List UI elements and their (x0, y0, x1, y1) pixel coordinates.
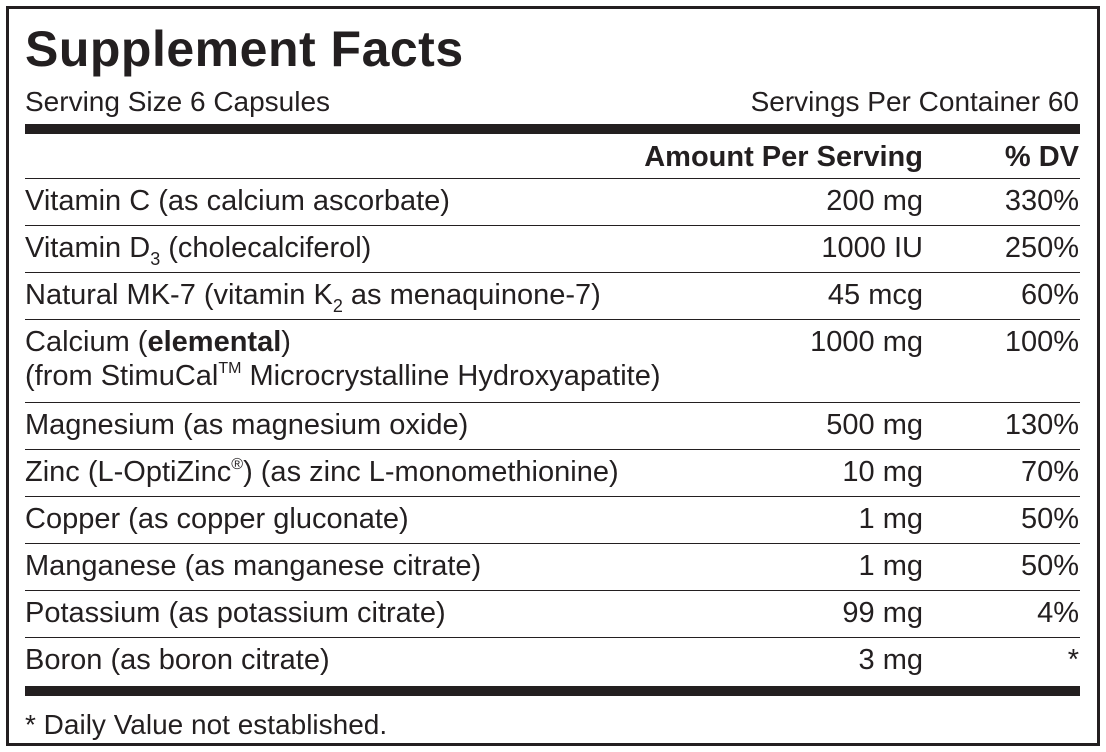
nutrient-row-zinc (9, 450, 1097, 496)
nutrient-dv: 100% (1004, 326, 1079, 358)
nutrient-name: Potassium (as potassium citrate) (25, 597, 446, 629)
panel-title: Supplement Facts (25, 21, 464, 77)
daily-value-header: % DV (1004, 141, 1079, 173)
subscript: 2 (332, 296, 343, 316)
nutrient-row-vitamin-c (9, 179, 1097, 225)
bottom-rule (25, 686, 1080, 696)
nutrient-amount: 1000 mg (810, 326, 923, 358)
nutrient-dv: 250% (1004, 232, 1079, 264)
nutrient-name: Vitamin $D_3$ (cholecalciferol) (25, 232, 372, 269)
nutrient-name: Vitamin C (as calcium ascorbate) (25, 185, 450, 217)
servings-per-container: Servings Per Container 60 (750, 86, 1079, 117)
nutrient-amount: 10 mg (842, 456, 923, 488)
nutrient-amount: 1000 IU (821, 232, 923, 264)
nutrient-dv: 70% (1020, 456, 1079, 488)
nutrient-row-copper (9, 497, 1097, 543)
nutrient-dv: 330% (1004, 185, 1079, 217)
bold-text: elemental (147, 326, 282, 358)
nutrient-row-potassium (9, 591, 1097, 637)
nutrient-dv: 50% (1020, 550, 1079, 582)
nutrient-dv: 50% (1020, 503, 1079, 535)
nutrient-dv: * (1067, 644, 1079, 676)
nutrient-name: Natural MK-7 (vitamin $K_2$ as menaquinone-7) (25, 279, 601, 316)
nutrient-amount: 1 mg (858, 550, 923, 582)
nutrient-name: Boron (as boron citrate) (25, 644, 330, 676)
nutrient-amount: 500 mg (826, 409, 923, 441)
nutrient-amount: 200 mg (826, 185, 923, 217)
nutrient-row-manganese (9, 544, 1097, 590)
amount-per-serving-header: Amount Per Serving (644, 141, 923, 173)
nutrient-name: Zinc (L-OptiZinc®) (as zinc L-monomethionine) (25, 456, 619, 488)
nutrient-name: Calcium (elemental) (from StimuCal™ Microcrystalline Hydroxyapatite) (25, 326, 661, 392)
nutrient-name: Manganese (as manganese citrate) (25, 550, 482, 582)
nutrient-dv: 130% (1004, 409, 1079, 441)
nutrient-row-boron (9, 638, 1097, 684)
supplement-facts-panel (6, 6, 1100, 746)
nutrient-row-mk7 (9, 273, 1097, 319)
nutrient-row-calcium (9, 320, 1097, 402)
registered-mark: ® (231, 456, 244, 473)
nutrient-row-magnesium (9, 403, 1097, 449)
nutrient-amount: 3 mg (858, 644, 923, 676)
nutrient-dv: 4% (1037, 597, 1079, 629)
footnote: * Daily Value not established. (25, 709, 388, 740)
subscript: 3 (150, 249, 161, 269)
nutrient-amount: 45 mcg (827, 279, 923, 311)
trademark-mark: TM (218, 360, 242, 377)
serving-size: Serving Size 6 Capsules (25, 86, 331, 117)
nutrient-amount: 1 mg (858, 503, 923, 535)
nutrient-name: Copper (as copper gluconate) (25, 503, 409, 535)
nutrient-row-vitamin-d3 (9, 226, 1097, 272)
nutrient-amount: 99 mg (842, 597, 923, 629)
nutrient-dv: 60% (1020, 279, 1079, 311)
nutrient-name: Magnesium (as magnesium oxide) (25, 409, 469, 441)
top-rule (25, 124, 1080, 134)
